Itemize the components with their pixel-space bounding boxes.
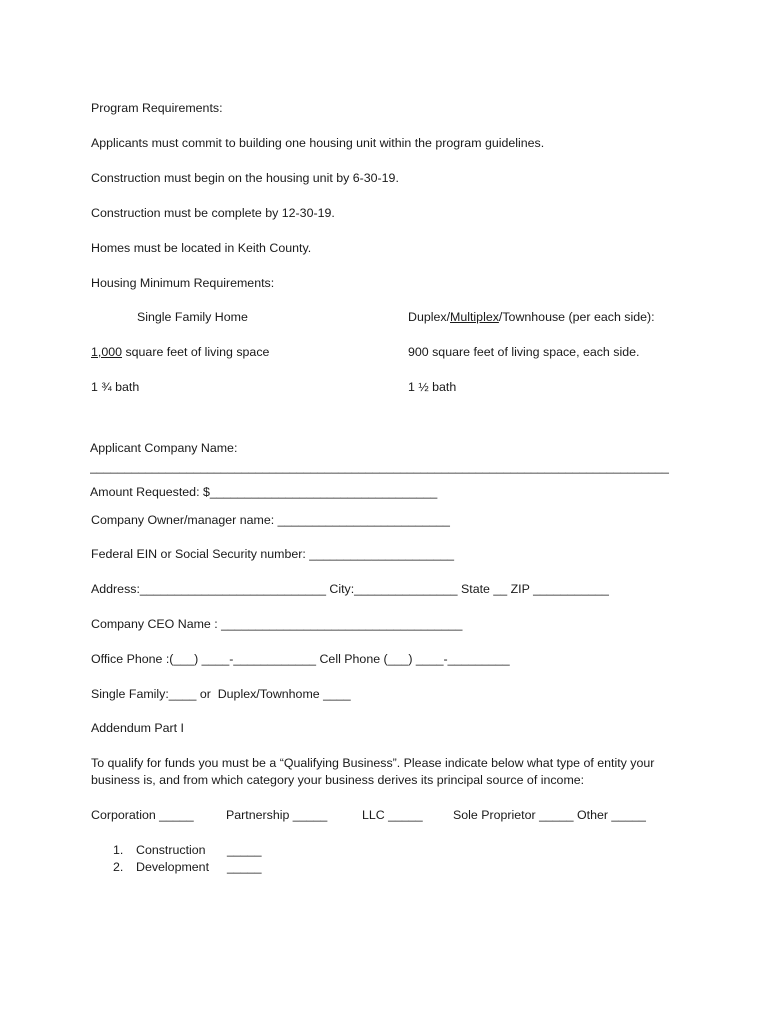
addendum-paragraph-line2: business is, and from which category your business derives its principal source of income: (91, 773, 585, 787)
requirement-location: Homes must be located in Keith County. (91, 241, 312, 255)
amount-requested-field[interactable]: Amount Requested: $_________________________________ (90, 485, 438, 499)
development-blank[interactable]: _____ (227, 860, 262, 874)
duplex-bath: 1 ½ bath (408, 380, 457, 394)
company-name-label: Applicant Company Name: (90, 441, 238, 455)
construction-blank[interactable]: _____ (227, 843, 262, 857)
requirement-complete: Construction must be complete by 12-30-19. (91, 206, 335, 220)
entity-llc[interactable]: LLC _____ (362, 808, 423, 822)
phone-field[interactable]: Office Phone :(___) ____-____________ Cell Phone (___) ____-_________ (91, 652, 510, 666)
housing-type-field[interactable]: Single Family:____ or Duplex/Townhome ____ (91, 687, 351, 701)
single-family-bath: 1 ¾ bath (91, 380, 140, 394)
addendum-paragraph-line1: To qualify for funds you must be a “Qualifying Business”. Please indicate below what type of entity your (91, 756, 655, 770)
address-field[interactable]: Address:___________________________ City:_______________ State __ ZIP ___________ (91, 582, 609, 596)
housing-minimum-heading: Housing Minimum Requirements: (91, 276, 275, 290)
addendum-title: Addendum Part I (91, 721, 184, 735)
entity-corporation[interactable]: Corporation _____ (91, 808, 194, 822)
entity-partnership[interactable]: Partnership _____ (226, 808, 328, 822)
single-family-header: Single Family Home (137, 310, 248, 324)
program-requirements-heading: Program Requirements: (91, 101, 223, 115)
single-family-sqft: 1,000 square feet of living space (91, 345, 270, 359)
requirement-commit: Applicants must commit to building one housing unit within the program guidelines. (91, 136, 545, 150)
owner-name-field[interactable]: Company Owner/manager name: _________________________ (91, 513, 450, 527)
document-page: Program Requirements: Applicants must commit to building one housing unit within the program guidelines. Construction must begin on the housing unit by 6-30-19. Construction must be complete by 12-30-19. Homes must be located in Keith County. Housing Minimum Requirements: Single Family Home Duplex/Multiplex/Townhouse (per each side): 1,000 square feet of living space 900 square feet of living space, each side. 1 ¾ bath 1 ½ bath Applicant Company Name: ____________________________________________________________________________________ Amount Requested: $_________________________________ Company Owner/manager name: _________________________ Federal EIN or Social Security number: _____________________ Address:___________________________ City:_______________ State __ ZIP ___________ Company CEO Name : ___________________________________ Office Phone :(___) ____-____________ Cell Phone (___) ____-_________ Single Family:____ or Duplex/Townhome ____ Addendum Part I To qualify for funds you must be a “Qualifying Business”. Please indicate below what type of entity your business is, and from which category your business derives its principal source of income: Corporation _____ Partnership _____ LLC _____ Sole Proprietor _____ Other _____ 1. Construction _____ 2. Development _____ (0, 0, 770, 1024)
ceo-name-field[interactable]: Company CEO Name : ___________________________________ (91, 617, 463, 631)
requirement-begin: Construction must begin on the housing unit by 6-30-19. (91, 171, 399, 185)
duplex-sqft: 900 square feet of living space, each side. (408, 345, 640, 359)
ein-field[interactable]: Federal EIN or Social Security number: _____________________ (91, 547, 455, 561)
entity-sole-other[interactable]: Sole Proprietor _____ Other _____ (453, 808, 646, 822)
duplex-header: Duplex/Multiplex/Townhouse (per each side): (408, 310, 655, 324)
company-name-field[interactable]: ____________________________________________________________________________________ (90, 460, 669, 474)
